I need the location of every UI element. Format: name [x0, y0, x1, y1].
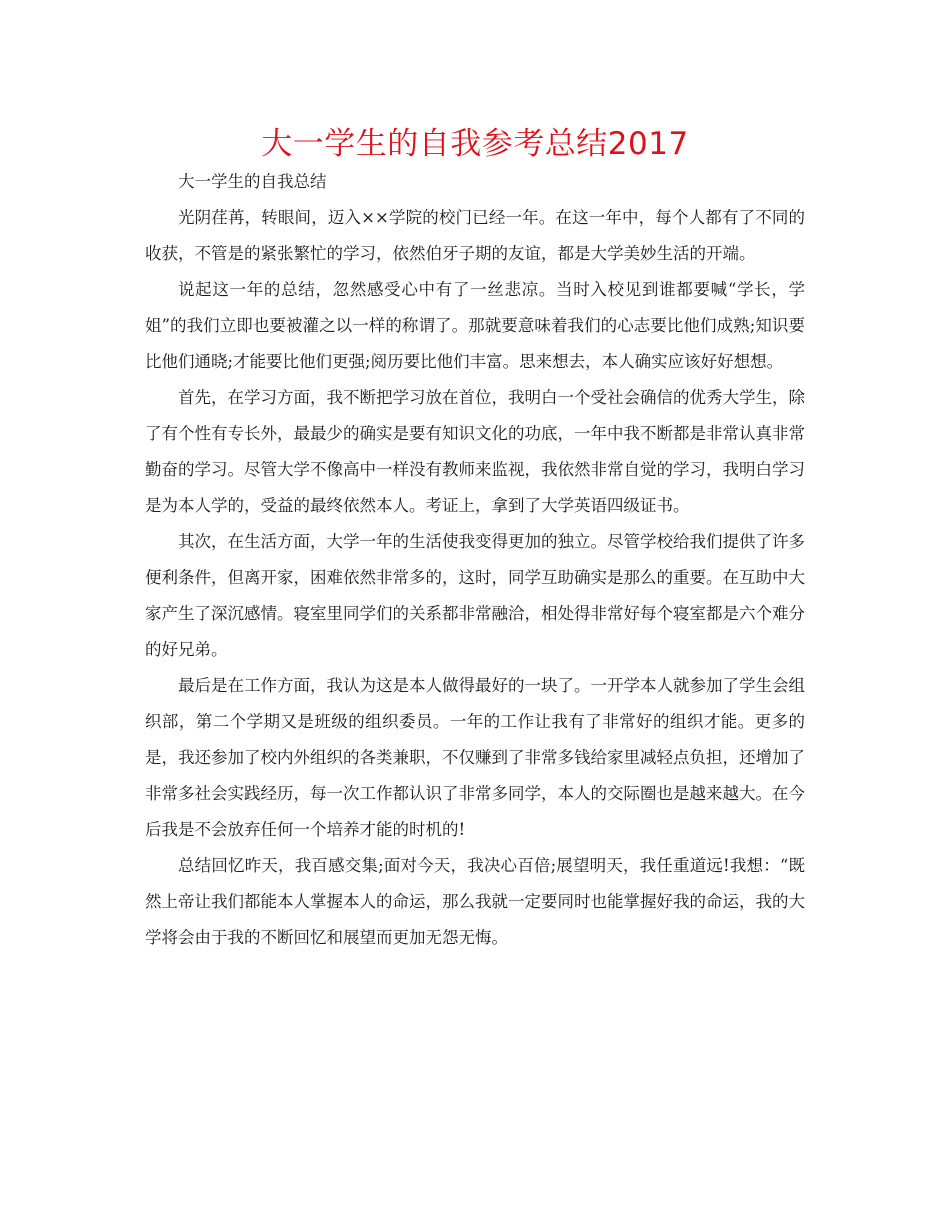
paragraph-reflection: 说起这一年的总结，忽然感受心中有了一丝悲凉。当时入校见到谁都要喊“学长，学姐”的我们立即也要被灌之以一样的称谓了。那就要意味着我们的心志要比他们成熟;知识要比他们通晓;才能要比他们更强;阅历要比他们丰富。思来想去，本人确实应该好好想想。: [145, 280, 805, 371]
paragraph-work: 最后是在工作方面，我认为这是本人做得最好的一块了。一开学本人就参加了学生会组织部，第二个学期又是班级的组织委员。一年的工作让我有了非常好的组织才能。更多的是，我还参加了校内外组织的各类兼职，不仅赚到了非常多钱给家里减轻点负担，还增加了非常多社会实践经历，每一次工作都认识了非常多同学，本人的交际圈也是越来越大。在今后我是不会放弃任何一个培养才能的时机的!: [145, 676, 805, 839]
document-body: [145, 164, 805, 956]
paragraph-study: 首先，在学习方面，我不断把学习放在首位，我明白一个受社会确信的优秀大学生，除了有个性有专长外，最最少的确实是要有知识文化的功底，一年中我不断都是非常认真非常勤奋的学习。尽管大学不像高中一样没有教师来监视，我依然非常自觉的学习，我明白学习是为本人学的，受益的最终依然本人。考证上，拿到了大学英语四级证书。: [145, 388, 805, 515]
document-title: 大一学生的自我参考总结2017: [261, 126, 689, 162]
paragraph-life: 其次，在生活方面，大学一年的生活使我变得更加的独立。尽管学校给我们提供了许多便利条件，但离开家，困难依然非常多的，这时，同学互助确实是那么的重要。在互助中大家产生了深沉感情。寝室里同学们的关系都非常融洽，相处得非常好每个寝室都是六个难分的好兄弟。: [145, 532, 805, 659]
paragraph-intro: 光阴荏苒，转眼间，迈入××学院的校门已经一年。在这一年中，每个人都有了不同的收获，不管是的紧张繁忙的学习，依然伯牙子期的友谊，都是大学美妙生活的开端。: [145, 208, 805, 263]
paragraph-conclusion: 总结回忆昨天，我百感交集;面对今天，我决心百倍;展望明天，我任重道远!我想：“既然上帝让我们都能本人掌握本人的命运，那么我就一定要同时也能掌握好我的命运，我的大学将会由于我的不断回忆和展望而更加无怨无悔。: [145, 856, 805, 947]
paragraph-subtitle: 大一学生的自我总结: [178, 172, 327, 191]
